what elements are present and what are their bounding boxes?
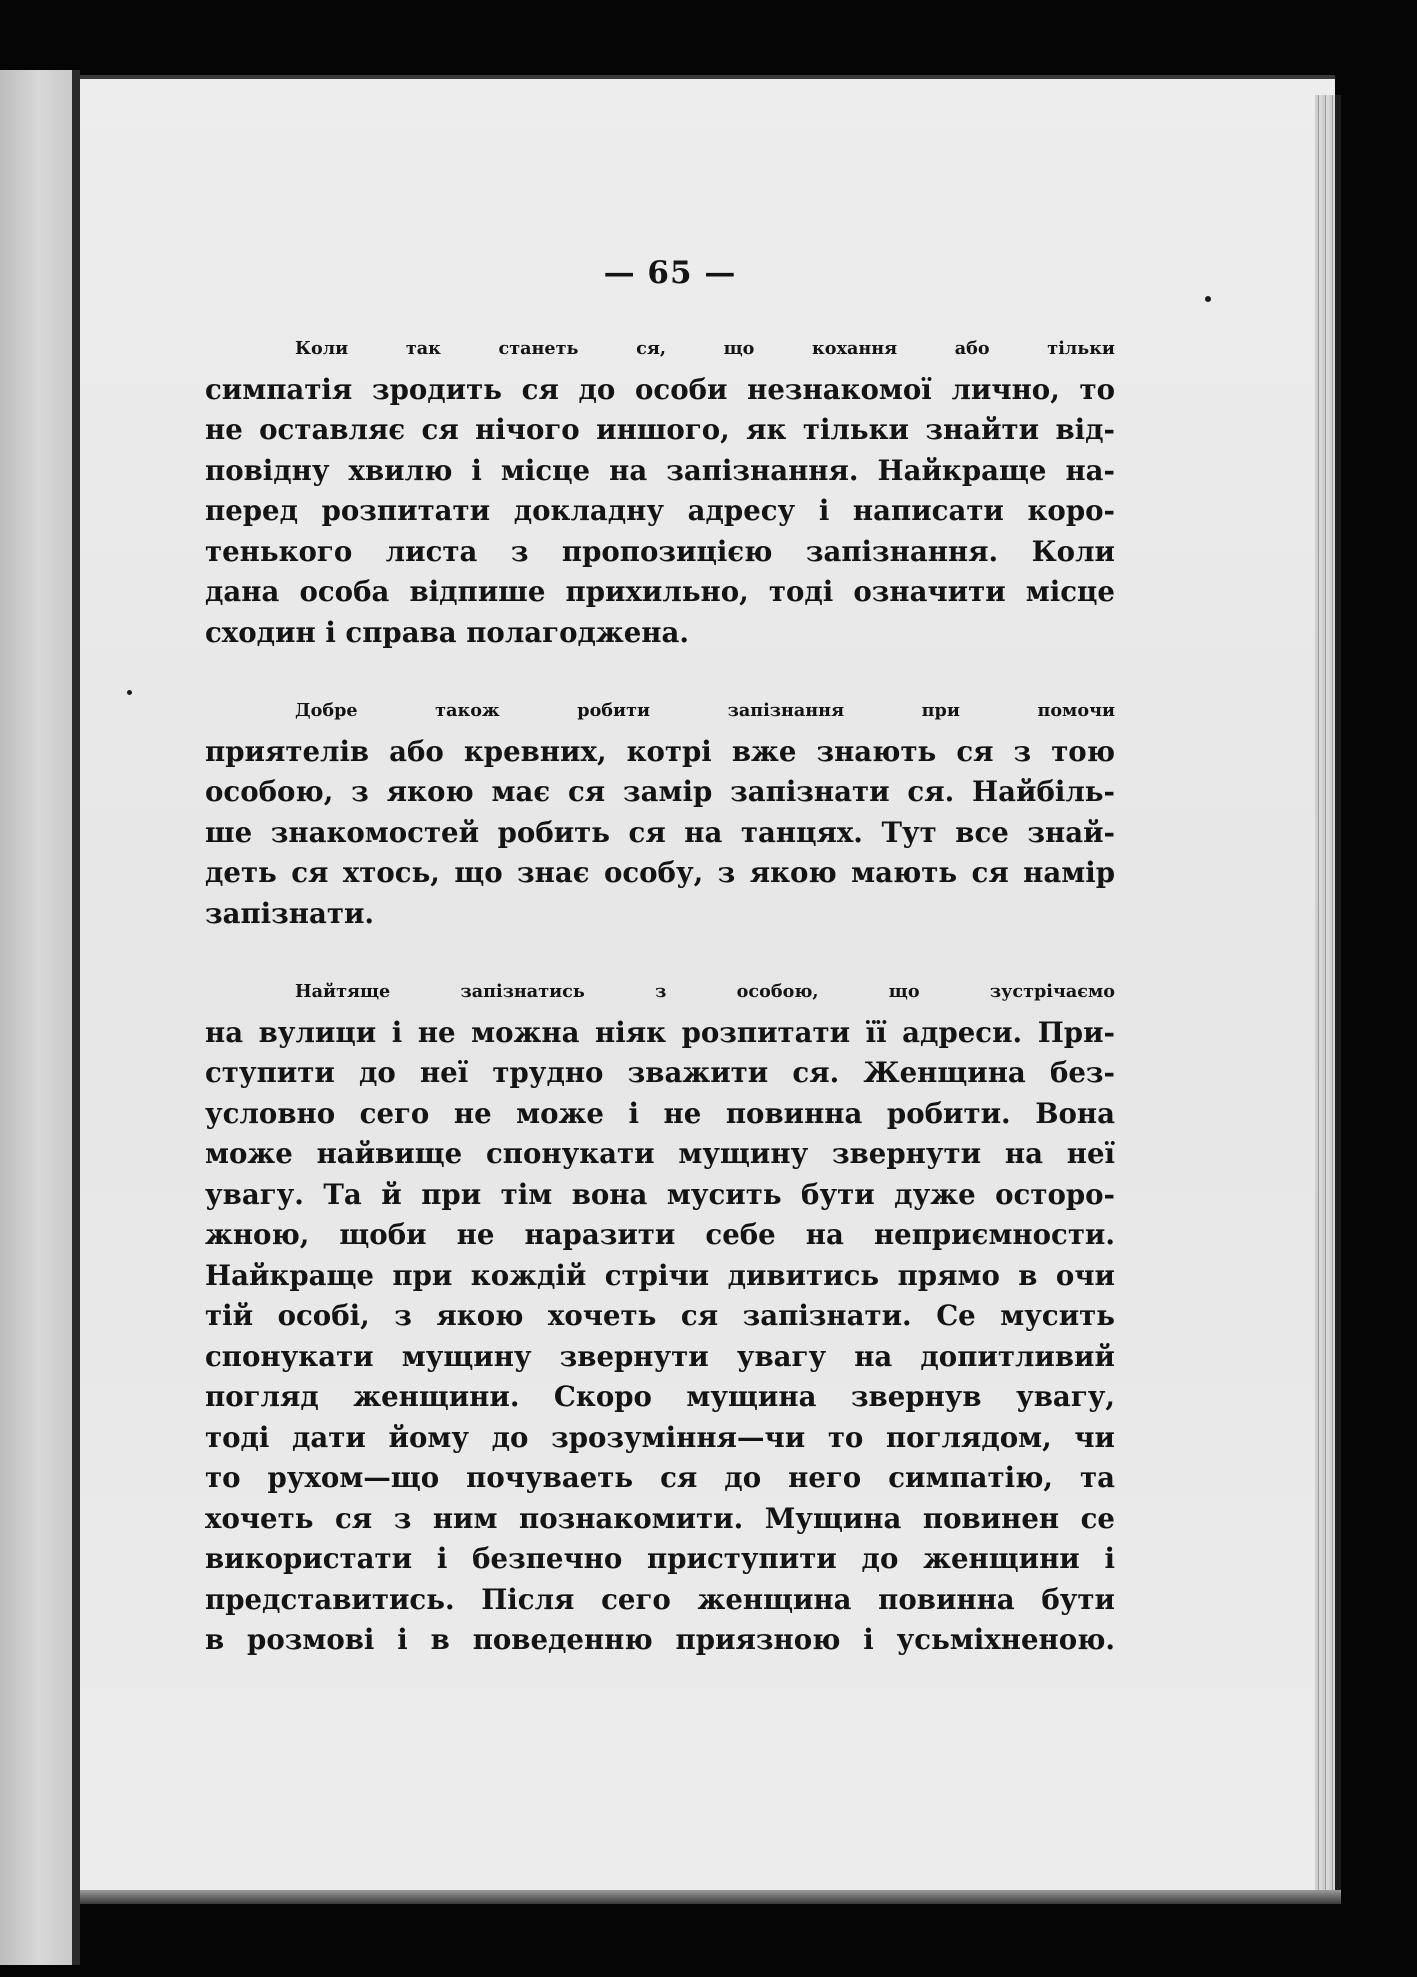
text-line: запізнати. bbox=[205, 896, 375, 930]
page-right-border bbox=[1335, 95, 1341, 1890]
text-line: тенького листа з пропозицією запізнання. Коли bbox=[205, 534, 1115, 568]
paragraph-1 bbox=[205, 329, 1115, 653]
text-line: ше знакомостей робить ся на танцях. Тут все знай- bbox=[205, 815, 1115, 849]
text-line: тоді дати йому до зрозуміння—чи то поглядом, чи bbox=[205, 1420, 1115, 1454]
text-line: Добре також робити запізнання при помочи bbox=[295, 700, 1115, 721]
page-bottom-edge bbox=[80, 1890, 1341, 1904]
text-line: в розмові і в поведенню приязною і усьміхненою. bbox=[205, 1623, 1115, 1656]
text-line: Найкраще при кождій стрічи дивитись прямо в очи bbox=[205, 1258, 1115, 1292]
text-line: Найтяще запізнатись з особою, що зустрічаємо bbox=[295, 981, 1115, 1002]
paragraph-3 bbox=[205, 972, 1115, 1661]
page-number: — 65 — bbox=[603, 255, 737, 291]
text-line: повідну хвилю і місце на запізнання. Найкраще на- bbox=[205, 453, 1115, 487]
text-line: Коли так станеть ся, що кохання або тільки bbox=[295, 338, 1115, 359]
text-line: то рухом—що почуваеть ся до него симпатію, та bbox=[205, 1461, 1115, 1494]
text-line: увагу. Та й при тім вона мусить бути дуже осторо- bbox=[205, 1177, 1115, 1211]
text-line: погляд женщини. Скоро мущина звернув увагу, bbox=[205, 1380, 1115, 1413]
text-line: тій особі, з якою хочеть ся запізнати. Се мусить bbox=[205, 1299, 1115, 1332]
ink-speck bbox=[127, 690, 132, 695]
text-line: не оставляє ся нічого иншого, як тільки знайти від- bbox=[205, 413, 1115, 446]
text-line: сходин і справа полагоджена. bbox=[205, 615, 689, 649]
text-line: перед розпитати докладну адресу і написати коро- bbox=[205, 494, 1115, 527]
left-page-edge bbox=[0, 70, 72, 1965]
text-line: дана особа відпише прихильно, тоді означити місце bbox=[205, 575, 1115, 608]
binding-gutter bbox=[72, 70, 80, 1965]
text-line: приятелів або кревних, котрі вже знають ся з тою bbox=[205, 734, 1115, 768]
text-line: використати і безпечно приступити до женщини і bbox=[205, 1542, 1115, 1575]
text-line: жною, щоби не наразити себе на неприємности. bbox=[205, 1218, 1115, 1251]
text-line: хочеть ся з ним познакомити. Мущина повинен се bbox=[205, 1501, 1115, 1535]
text-line: може найвище спонукати мущину звернути на неї bbox=[205, 1137, 1115, 1170]
text-line: деть ся хтось, що знає особу, з якою мають ся намір bbox=[205, 856, 1115, 889]
text-line: особою, з якою має ся замір запізнати ся. Найбіль- bbox=[205, 775, 1115, 808]
page-stack-edge bbox=[1315, 95, 1335, 1890]
text-line: симпатія зродить ся до особи незнакомої лично, то bbox=[205, 372, 1115, 406]
ink-speck bbox=[1205, 296, 1211, 302]
paragraph-2 bbox=[205, 691, 1115, 934]
text-line: спонукати мущину звернути увагу на допитливий bbox=[205, 1339, 1115, 1373]
page-text bbox=[205, 255, 1115, 1699]
text-line: на вулици і не можна ніяк розпитати її адреси. При- bbox=[205, 1015, 1115, 1049]
text-line: ступити до неї трудно зважити ся. Женщина без- bbox=[205, 1056, 1115, 1089]
text-line: условно сего не може і не повинна робити. Вона bbox=[205, 1096, 1115, 1130]
text-line: представитись. Після сего женщина повинна бути bbox=[205, 1582, 1115, 1616]
